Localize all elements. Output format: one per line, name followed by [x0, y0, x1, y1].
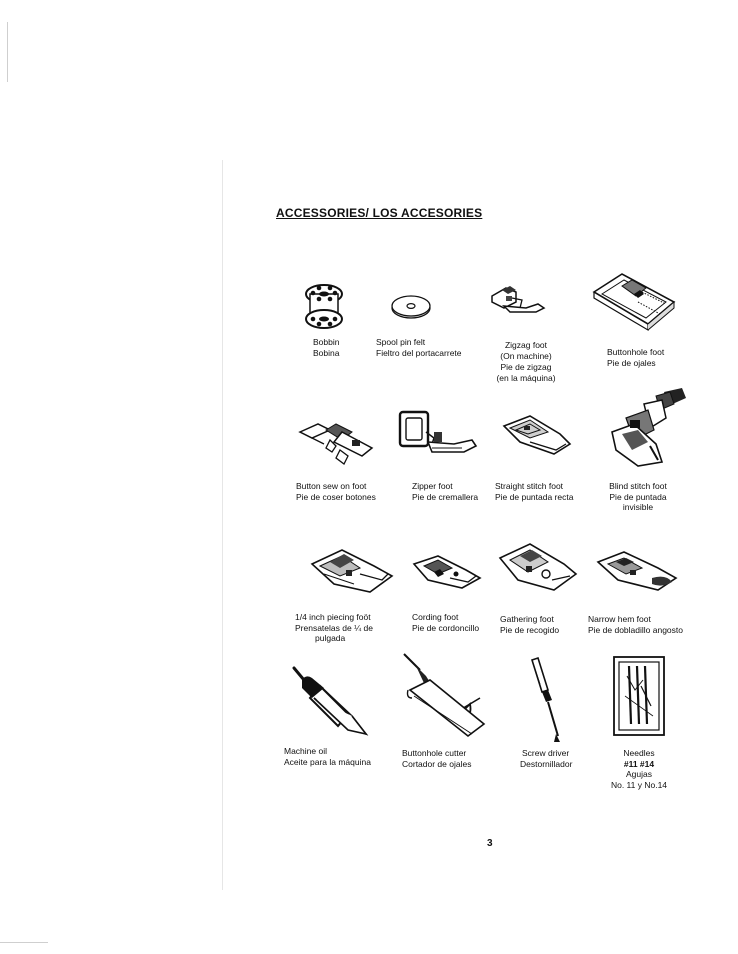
- zipper-foot-caption: Zipper foot Pie de cremallera: [412, 481, 479, 502]
- straight-stitch-foot-caption: Straight stitch foot Pie de puntada recta: [495, 481, 574, 502]
- zigzag-foot-caption: Zigzag foot (On machine) Pie de zigzag (en la máquina): [496, 340, 556, 383]
- buttonhole-foot-icon: [592, 272, 676, 330]
- scan-edge-line-left: [7, 22, 8, 82]
- straight-stitch-foot-icon: [500, 412, 572, 462]
- narrow-hem-foot-icon: [596, 550, 680, 592]
- scan-fold-line: [222, 160, 223, 890]
- machine-oil-caption: Machine oil Aceite para la máquina: [284, 746, 371, 767]
- spool-pin-felt-icon: [390, 294, 432, 320]
- spool-pin-felt-caption: Spool pin felt Fieltro del portacarrete: [376, 337, 462, 358]
- gathering-foot-caption: Gathering foot Pie de recogido: [500, 614, 560, 635]
- needles-caption: Needles #11 #14 Agujas No. 11 y No.14: [610, 748, 668, 790]
- bobbin-caption: Bobbin Bobina: [313, 337, 340, 358]
- button-sew-on-foot-icon: [296, 414, 380, 470]
- screw-driver-caption: Screw driver Destornillador: [520, 748, 573, 769]
- page-heading: ACCESSORIES/ LOS ACCESORIES: [276, 206, 483, 220]
- quarter-inch-piecing-foot-caption: 1/4 inch piecing foöt Prensatelas de ¼ de pulgada: [295, 612, 373, 643]
- buttonhole-cutter-caption: Buttonhole cutter Cortador de ojales: [402, 748, 472, 769]
- screw-driver-icon: [524, 656, 566, 742]
- needles-icon: [613, 656, 665, 736]
- button-sew-on-foot-caption: Button sew on foot Pie de coser botones: [296, 481, 376, 502]
- buttonhole-cutter-icon: [400, 652, 486, 742]
- cording-foot-icon: [410, 552, 484, 592]
- machine-oil-icon: [290, 664, 376, 738]
- quarter-inch-piecing-foot-icon: [310, 546, 394, 596]
- scan-edge-line-bottom: [0, 942, 48, 943]
- buttonhole-foot-caption: Buttonhole foot Pie de ojales: [607, 347, 665, 368]
- bobbin-icon: [300, 282, 350, 332]
- blind-stitch-foot-icon: [604, 384, 690, 474]
- blind-stitch-foot-caption: Blind stitch foot Pie de puntada invisible: [609, 481, 667, 512]
- page-number: 3: [487, 838, 493, 849]
- narrow-hem-foot-caption: Narrow hem foot Pie de dobladillo angosto: [588, 614, 683, 635]
- zigzag-foot-icon: [486, 282, 548, 316]
- cording-foot-caption: Cording foot Pie de cordoncillo: [412, 612, 480, 633]
- zipper-foot-icon: [398, 408, 478, 460]
- gathering-foot-icon: [496, 540, 580, 594]
